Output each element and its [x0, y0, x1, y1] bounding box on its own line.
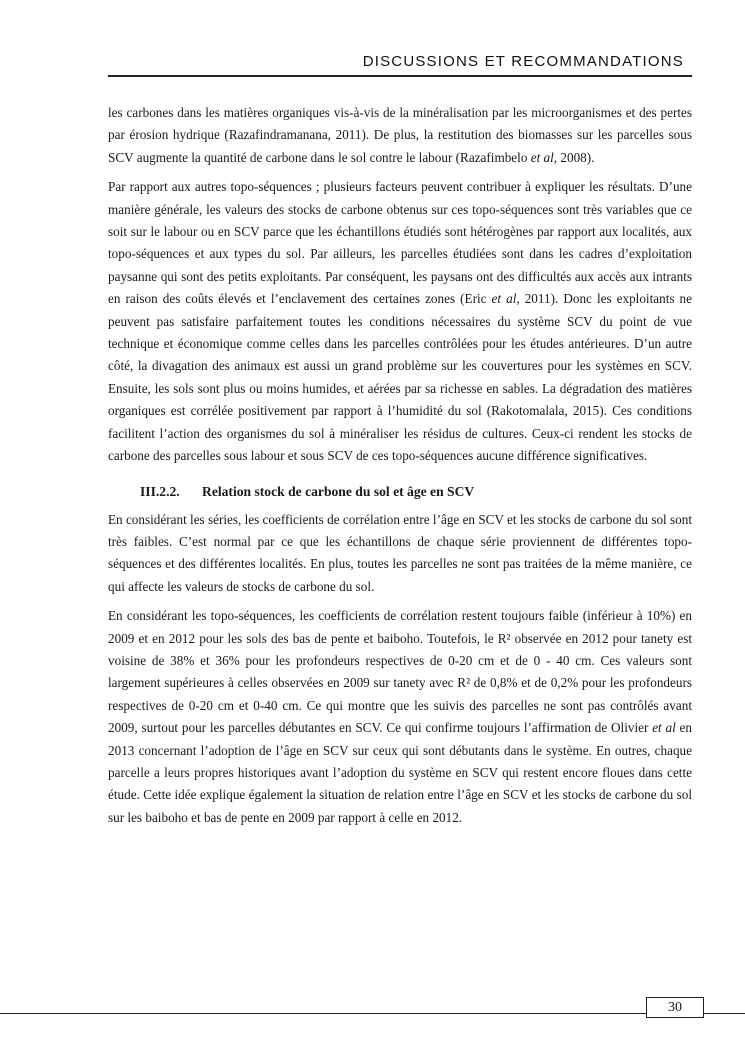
running-header: [108, 53, 692, 77]
section-heading: [140, 481, 692, 503]
page-number: 30: [646, 997, 704, 1018]
running-header-title: DISCUSSIONS ET RECOMMANDATIONS: [362, 53, 684, 70]
paragraph-1: les carbones dans les matières organiques vis-à-vis de la minéralisation par les microorganismes et des pertes par érosion hydrique (Razafindramanana, 2011). De plus, la restitution des biomasses sur les parcelles sous SCV augmente la quantité de carbone dans le sol contre le labour (Razafimbelo et al, 2008).: [108, 105, 692, 165]
section-title: Relation stock de carbone du sol et âge en SCV: [202, 483, 475, 499]
paragraph-4: En considérant les topo-séquences, les coefficients de corrélation restent toujours faible (inférieur à 10%) en 2009 et en 2012 pour les sols des bas de pente et baiboho. Toutefois, le R² observée en 2012 pour tanety est voisine de 38% et 36% pour les profondeurs respectives de 0-20 cm et de 0 - 40 cm. Ces valeurs sont largement supérieures à celles observées en 2009 sur tanety avec R² de 0,8% et de 0,2% pour les profondeurs respectives de 0-20 cm et 0-40 cm. Ce qui montre que les suivis des parcelles ne sont pas contrôlés avant 2009, surtout pour les parcelles débutantes en SCV. Ce qui confirme toujours l’affirmation de Olivier et al en 2013 concernant l’adoption de l’âge en SCV sur ceux qui sont débutants dans le système. En outres, chaque parcelle a leurs propres historiques avant l’adoption du système en SCV qui restent encore floues dans cette étude. Cette idée explique également la situation de relation entre l’âge en SCV et les stocks de carbone du sol sur les baiboho et bas de pente en 2009 par rapport à celle en 2012.: [108, 608, 693, 825]
document-body: [108, 102, 692, 836]
paragraph-3: En considérant les séries, les coefficients de corrélation entre l’âge en SCV et les stocks de carbone du sol sont très faibles. C’est normal par ce que les échantillons de chaque série proviennent de différentes topo-séquences et des différentes localités. En plus, toutes les parcelles ne sont pas traitées de la même manière, ce qui affecte les valeurs de stocks de carbone du sol.: [108, 511, 692, 594]
paragraph-2: Par rapport aux autres topo-séquences ; plusieurs facteurs peuvent contribuer à expliquer les résultats. D’une manière générale, les valeurs des stocks de carbone obtenus sur ces topo-séquences sont très variables que ce soit sur le labour ou en SCV parce que les échantillons étudiés sont hétérogènes par rapport aux localités, aux topo-séquences et aux types du sol. Par ailleurs, les parcelles étudiées sont dans les cadres d’exploitation paysanne qui sont des petits exploitants. Par conséquent, les paysans ont des difficultés aux accès aux intrants en raison des coûts élevés et l’enclavement des certaines zones (Eric et al, 2011). Donc les exploitants ne peuvent pas satisfaire parfaitement toutes les conditions nécessaires du système SCV du point de vue technique et économique comme celles dans les parcelles contrôlées pour les études antérieures. D’un autre côté, la divagation des animaux est aussi un grand problème sur les couvertures pour les systèmes en SCV. Ensuite, les sols sont plus ou moins humides, et aérées par sa richesse en sables. La dégradation des matières organiques est corrélée positivement par rapport à l’humidité du sol (Rakotomalala, 2015). Ces conditions facilitent l’action des organismes du sol à minéraliser les résidus de cultures. Ceux-ci rendent les stocks de carbone des parcelles sous labour et sous SCV de ces topo-séquences aucune différence significatives.: [108, 179, 692, 464]
section-number: III.2.2.: [140, 483, 180, 499]
footer-rule: [0, 1013, 745, 1014]
